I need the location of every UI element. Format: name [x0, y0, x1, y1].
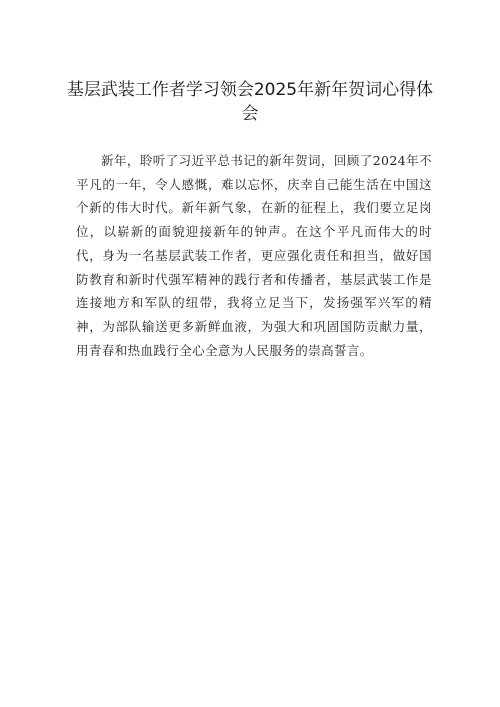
- body-paragraph: 新年，聆听了习近平总书记的新年贺词，回顾了2024年不平凡的一年，令人感慨，难以忘怀，庆幸自己能生活在中国这个新的伟大时代。新年新气象，在新的征程上，我们要立足岗位，以崭新的面貌迎接新年的钟声。在这个平凡而伟大的时代，身为一名基层武装工作者，更应强化责任和担当，做好国防教育和新时代强军精神的践行者和传播者，基层武装工作是连接地方和军队的纽带，我将立足当下，发扬强军兴军的精神，为部队输送更多新鲜血液，为强大和巩固国防贡献力量，用青春和热血践行全心全意为人民服务的崇高誓言。: [76, 153, 432, 358]
- document-title: 基层武装工作者学习领会2025年新年贺词心得体会: [66, 80, 434, 124]
